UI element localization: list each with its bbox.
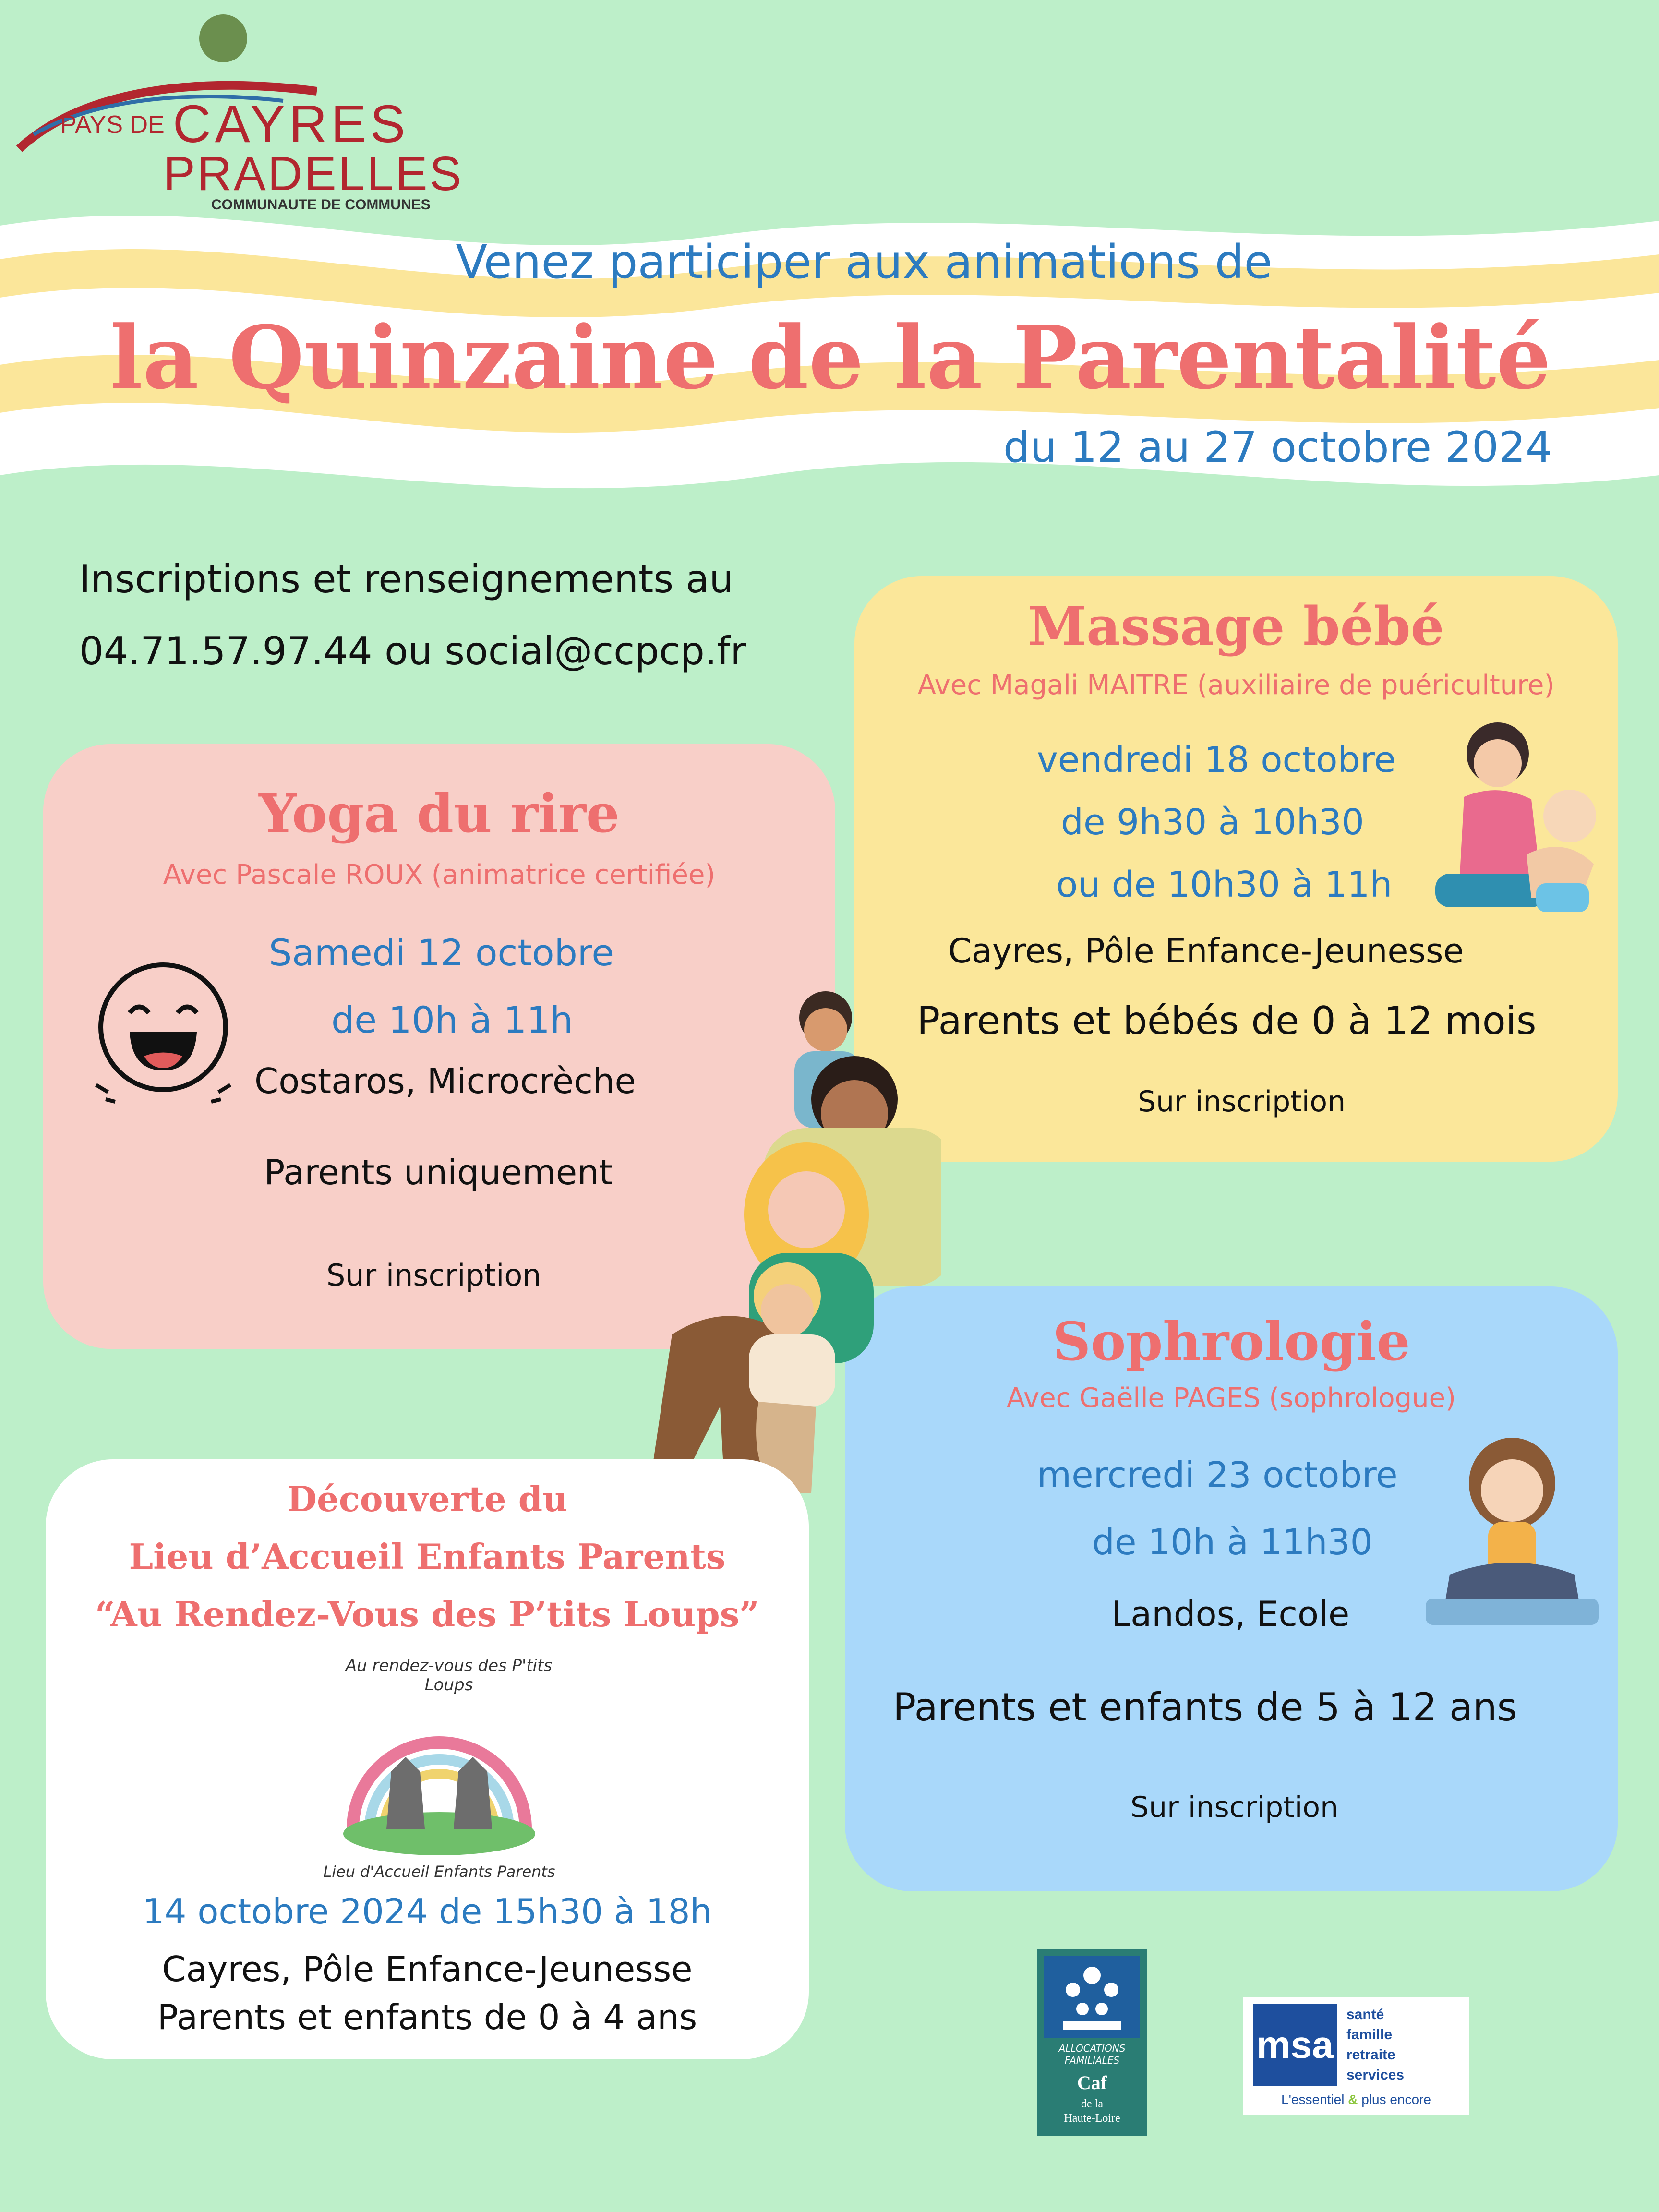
yoga-audience: Parents uniquement <box>264 1152 613 1192</box>
sophro-title: Sophrologie <box>1052 1310 1410 1372</box>
laep-title-1: Découverte du <box>287 1479 568 1519</box>
massage-date: vendredi 18 octobre <box>1037 739 1396 781</box>
baby-massage-illustration <box>1426 710 1608 922</box>
laep-logo-bottom-text: Lieu d'Accueil Enfants Parents <box>323 1863 555 1881</box>
laep-logo-top-text: Au rendez-vous des P'tits Loups <box>345 1656 553 1695</box>
msa-line-2: famille <box>1346 2027 1393 2043</box>
logo-pradelles: PRADELLES <box>163 147 464 201</box>
logo-communaute: COMMUNAUTE DE COMMUNES <box>211 197 431 213</box>
main-title: la Quinzaine de la Parentalité <box>109 307 1551 409</box>
laughing-face-icon <box>86 955 240 1109</box>
msa-logo <box>1243 1997 1469 2115</box>
logo-pays-de: PAYS DE <box>60 111 165 139</box>
msa-tag-1: L'essentiel <box>1281 2092 1345 2107</box>
laep-place: Cayres, Pôle Enfance-Jeunesse <box>162 1949 693 1989</box>
laep-audience: Parents et enfants de 0 à 4 ans <box>157 1997 697 2037</box>
caf-line-2: FAMILIALES <box>1064 2055 1120 2066</box>
msa-line-1: santé <box>1346 2007 1384 2022</box>
caf-logo <box>1037 1949 1147 2136</box>
caf-line-5: Haute-Loire <box>1064 2112 1120 2125</box>
laep-card <box>46 1459 809 2059</box>
laep-title-2: Lieu d’Accueil Enfants Parents <box>129 1536 726 1577</box>
msa-line-4: services <box>1346 2067 1405 2083</box>
caf-family-icon <box>1044 1956 1140 2038</box>
massage-card <box>854 576 1618 1162</box>
msa-tag-3: plus encore <box>1361 2092 1431 2107</box>
massage-place: Cayres, Pôle Enfance-Jeunesse <box>948 931 1464 971</box>
caf-line-1: ALLOCATIONS <box>1058 2043 1126 2054</box>
event-dates: du 12 au 27 octobre 2024 <box>1003 422 1552 472</box>
yoga-registration: Sur inscription <box>326 1258 541 1293</box>
massage-audience: Parents et bébés de 0 à 12 mois <box>917 998 1537 1043</box>
yoga-title: Yoga du rire <box>259 782 620 844</box>
sophro-registration: Sur inscription <box>1130 1791 1339 1824</box>
massage-registration: Sur inscription <box>1138 1085 1346 1118</box>
laep-title-3: “Au Rendez-Vous des P’tits Loups” <box>95 1594 759 1635</box>
meditating-girl-illustration <box>1421 1431 1603 1632</box>
massage-time-1: de 9h30 à 10h30 <box>1061 802 1364 843</box>
contact-line-2: 04.71.57.97.44 ou social@ccpcp.fr <box>79 629 746 673</box>
laep-logo <box>305 1656 574 1887</box>
sophro-host: Avec Gaëlle PAGES (sophrologue) <box>1007 1382 1456 1414</box>
msa-tagline <box>1243 2092 1469 2107</box>
rainbow-wolves-icon <box>334 1685 545 1858</box>
msa-tag-2: & <box>1348 2092 1358 2107</box>
msa-line-3: retraite <box>1346 2047 1395 2063</box>
sophro-card <box>845 1286 1618 1891</box>
massage-host: Avec Magali MAITRE (auxiliaire de puériculture) <box>917 670 1555 701</box>
yoga-host: Avec Pascale ROUX (animatrice certifiée) <box>163 859 716 890</box>
intro-text: Venez participer aux animations de <box>456 235 1273 289</box>
organization-logo <box>14 14 464 216</box>
massage-title: Massage bébé <box>1028 595 1444 657</box>
caf-line-3: Caf <box>1077 2072 1107 2093</box>
logo-cayres: CAYRES <box>173 95 409 154</box>
contact-line-1: Inscriptions et renseignements au <box>79 557 734 601</box>
sophro-place: Landos, Ecole <box>1111 1594 1350 1634</box>
massage-time-2: ou de 10h30 à 11h <box>1056 864 1393 905</box>
yoga-time: de 10h à 11h <box>331 998 573 1041</box>
family-illustration <box>605 984 941 1527</box>
logo-globe-icon <box>199 14 247 62</box>
yoga-place: Costaros, Microcrèche <box>254 1061 636 1101</box>
sophro-date: mercredi 23 octobre <box>1037 1455 1398 1496</box>
yoga-date: Samedi 12 octobre <box>269 931 614 974</box>
caf-line-4: de la <box>1081 2098 1103 2110</box>
laep-datetime: 14 octobre 2024 de 15h30 à 18h <box>142 1891 712 1932</box>
msa-letters: msa <box>1253 2004 1337 2086</box>
sophro-time: de 10h à 11h30 <box>1092 1522 1373 1563</box>
sophro-audience: Parents et enfants de 5 à 12 ans <box>893 1685 1517 1730</box>
